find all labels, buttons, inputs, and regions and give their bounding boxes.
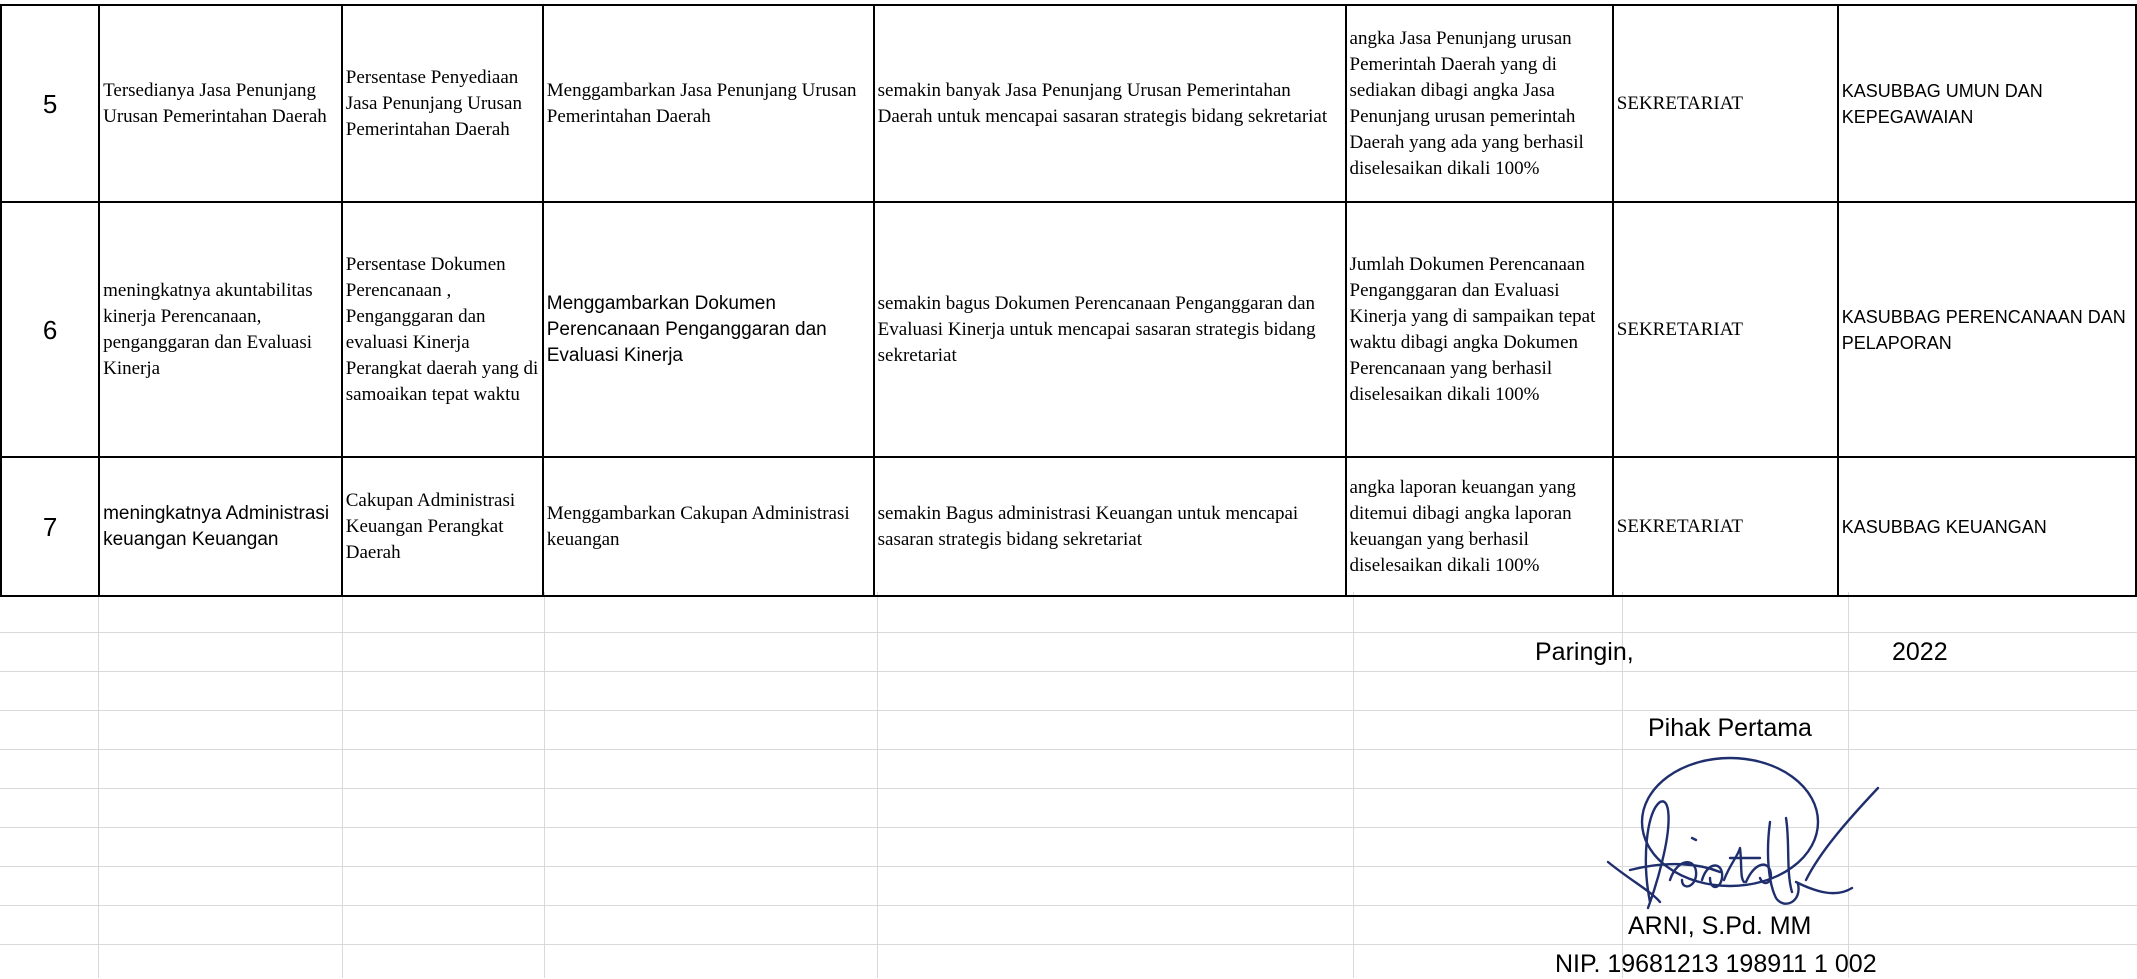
- performance-indicator-table: [0, 4, 2137, 597]
- formulasi-cell: Jumlah Dokumen Perencanaan Penganggaran dan Evaluasi Kinerja yang di sampaikan tepat waktu dibagi angka Dokumen Perencanaan yang berhasil diselesaikan dikali 100%: [1346, 202, 1613, 457]
- grid-line: [0, 944, 2137, 945]
- penjelasan-cell: semakin Bagus administrasi Keuangan untuk mencapai sasaran strategis bidang sekretariat: [874, 457, 1346, 596]
- grid-line: [877, 592, 878, 978]
- grid-line: [544, 592, 545, 978]
- penanggung-jawab-cell: KASUBBAG KEUANGAN: [1838, 457, 2136, 596]
- grid-line: [342, 592, 343, 978]
- table-row: [1, 5, 2136, 202]
- grid-line: [0, 632, 2137, 633]
- indikator-cell: Persentase Penyediaan Jasa Penunjang Urusan Pemerintahan Daerah: [342, 5, 543, 202]
- indikator-cell: Persentase Dokumen Perencanaan , Penganggaran dan evaluasi Kinerja Perangkat daerah yang di samoaikan tepat waktu: [342, 202, 543, 457]
- alasan-cell: Menggambarkan Cakupan Administrasi keuangan: [543, 457, 874, 596]
- formulasi-cell: angka laporan keuangan yang ditemui dibagi angka laporan keuangan yang berhasil diselesaikan dikali 100%: [1346, 457, 1613, 596]
- formulasi-cell: angka Jasa Penunjang urusan Pemerintah Daerah yang di sediakan dibagi angka Jasa Penunjang urusan pemerintah Daerah yang ada yang berhasil diselesaikan dikali 100%: [1346, 5, 1613, 202]
- grid-line: [1353, 592, 1354, 978]
- table-row: [1, 202, 2136, 457]
- alasan-cell: Menggambarkan Dokumen Perencanaan Penganggaran dan Evaluasi Kinerja: [543, 202, 874, 457]
- signing-year: 2022: [1892, 638, 1948, 666]
- penanggung-jawab-cell: KASUBBAG PERENCANAAN DAN PELAPORAN: [1838, 202, 2136, 457]
- indikator-cell: Cakupan Administrasi Keuangan Perangkat Daerah: [342, 457, 543, 596]
- signing-place: Paringin,: [1535, 638, 1634, 666]
- penjelasan-cell: semakin banyak Jasa Penunjang Urusan Pemerintahan Daerah untuk mencapai sasaran strategis bidang sekretariat: [874, 5, 1346, 202]
- party-label: Pihak Pertama: [1648, 714, 1812, 742]
- sumber-data-cell: SEKRETARIAT: [1613, 5, 1838, 202]
- row-number: 6: [1, 202, 99, 457]
- penjelasan-cell: semakin bagus Dokumen Perencanaan Penganggaran dan Evaluasi Kinerja untuk mencapai sasaran strategis bidang sekretariat: [874, 202, 1346, 457]
- sumber-data-cell: SEKRETARIAT: [1613, 457, 1838, 596]
- signatory-name: ARNI, S.Pd. MM: [1628, 912, 1812, 940]
- sasaran-cell: meningkatnya Administrasi keuangan Keuangan: [99, 457, 342, 596]
- grid-line: [0, 749, 2137, 750]
- row-number: 5: [1, 5, 99, 202]
- sasaran-cell: meningkatnya akuntabilitas kinerja Perencanaan, penganggaran dan Evaluasi Kinerja: [99, 202, 342, 457]
- grid-line: [0, 710, 2137, 711]
- sasaran-cell: Tersedianya Jasa Penunjang Urusan Pemerintahan Daerah: [99, 5, 342, 202]
- sumber-data-cell: SEKRETARIAT: [1613, 202, 1838, 457]
- grid-line: [0, 671, 2137, 672]
- table-row: [1, 457, 2136, 596]
- row-number: 7: [1, 457, 99, 596]
- signatory-nip: NIP. 19681213 198911 1 002: [1555, 950, 1877, 978]
- grid-line: [98, 592, 99, 978]
- alasan-cell: Menggambarkan Jasa Penunjang Urusan Pemerintahan Daerah: [543, 5, 874, 202]
- penanggung-jawab-cell: KASUBBAG UMUN DAN KEPEGAWAIAN: [1838, 5, 2136, 202]
